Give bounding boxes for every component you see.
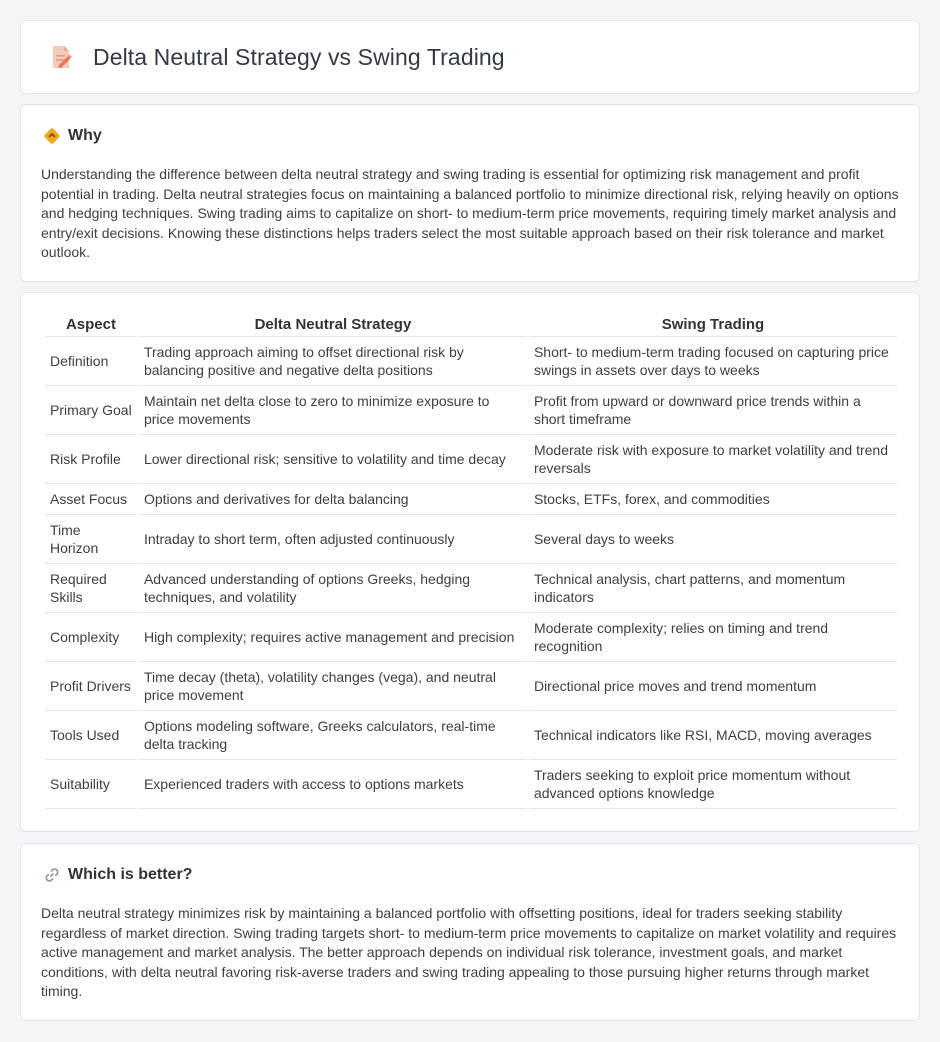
row-delta-neutral: Experienced traders with access to options markets (139, 760, 527, 809)
row-aspect: Risk Profile (45, 435, 137, 484)
row-aspect: Suitability (45, 760, 137, 809)
row-aspect: Profit Drivers (45, 662, 137, 711)
row-aspect: Time Horizon (45, 515, 137, 564)
row-aspect: Definition (45, 337, 137, 386)
row-swing-trading: Traders seeking to exploit price momentum without advanced options knowledge (529, 760, 897, 809)
row-swing-trading: Directional price moves and trend momentum (529, 662, 897, 711)
comparison-table (43, 315, 899, 809)
header-swing-trading: Swing Trading (529, 315, 897, 337)
why-text: Understanding the difference between delta neutral strategy and swing trading is essential for optimizing risk management and profit potential in trading. Delta neutral strategies focus on maintaining a balanced portfolio to minimize directional risk, relying heavily on options and hedging techniques. Swing trading aims to capitalize on short- to medium-term price movements, requiring timely market analysis and entry/exit decisions. Knowing these distinctions helps traders select the most suitable approach based on their risk tolerance and market outlook. (41, 166, 899, 261)
row-delta-neutral: Intraday to short term, often adjusted continuously (139, 515, 527, 564)
table-header-row (45, 315, 897, 337)
which-better-section (20, 843, 920, 1021)
table-row (45, 484, 897, 515)
row-swing-trading: Moderate risk with exposure to market volatility and trend reversals (529, 435, 897, 484)
row-delta-neutral: High complexity; requires active management and precision (139, 613, 527, 662)
table-row (45, 711, 897, 760)
row-delta-neutral: Time decay (theta), volatility changes (vega), and neutral price movement (139, 662, 527, 711)
row-swing-trading: Technical indicators like RSI, MACD, moving averages (529, 711, 897, 760)
document-pencil-icon (47, 43, 75, 71)
link-icon (43, 866, 61, 884)
why-heading: Why (68, 127, 102, 144)
table-row (45, 662, 897, 711)
row-swing-trading: Several days to weeks (529, 515, 897, 564)
row-aspect: Complexity (45, 613, 137, 662)
page-title: Delta Neutral Strategy vs Swing Trading (93, 43, 505, 70)
table-row (45, 760, 897, 809)
table-row (45, 515, 897, 564)
row-delta-neutral: Advanced understanding of options Greeks, hedging techniques, and volatility (139, 564, 527, 613)
table-row (45, 386, 897, 435)
table-row (45, 613, 897, 662)
row-swing-trading: Short- to medium-term trading focused on capturing price swings in assets over days to weeks (529, 337, 897, 386)
row-swing-trading: Technical analysis, chart patterns, and momentum indicators (529, 564, 897, 613)
table-row (45, 435, 897, 484)
which-better-heading: Which is better? (68, 866, 193, 883)
row-delta-neutral: Maintain net delta close to zero to minimize exposure to price movements (139, 386, 527, 435)
header-aspect: Aspect (45, 315, 137, 337)
row-aspect: Tools Used (45, 711, 137, 760)
row-swing-trading: Profit from upward or downward price trends within a short timeframe (529, 386, 897, 435)
row-delta-neutral: Options and derivatives for delta balancing (139, 484, 527, 515)
row-aspect: Required Skills (45, 564, 137, 613)
row-delta-neutral: Lower directional risk; sensitive to volatility and time decay (139, 435, 527, 484)
why-section (20, 104, 920, 282)
row-swing-trading: Stocks, ETFs, forex, and commodities (529, 484, 897, 515)
title-card (20, 20, 920, 94)
row-aspect: Primary Goal (45, 386, 137, 435)
comparison-card (20, 292, 920, 832)
diamond-sign-icon (43, 127, 61, 145)
which-better-text: Delta neutral strategy minimizes risk by maintaining a balanced portfolio with offsetting positions, ideal for traders seeking stability regardless of market direction. Swing trading targets short- to medium-term price movements to capitalize on market volatility and requires active management and market analysis. The better approach depends on individual risk tolerance, investment goals, and market conditions, with delta neutral favoring risk-averse traders and swing trading appealing to those pursuing higher returns through market timing. (41, 905, 897, 1000)
header-delta-neutral: Delta Neutral Strategy (139, 315, 527, 337)
table-row (45, 337, 897, 386)
table-row (45, 564, 897, 613)
row-delta-neutral: Options modeling software, Greeks calculators, real-time delta tracking (139, 711, 527, 760)
row-swing-trading: Moderate complexity; relies on timing and trend recognition (529, 613, 897, 662)
row-delta-neutral: Trading approach aiming to offset directional risk by balancing positive and negative delta positions (139, 337, 527, 386)
row-aspect: Asset Focus (45, 484, 137, 515)
